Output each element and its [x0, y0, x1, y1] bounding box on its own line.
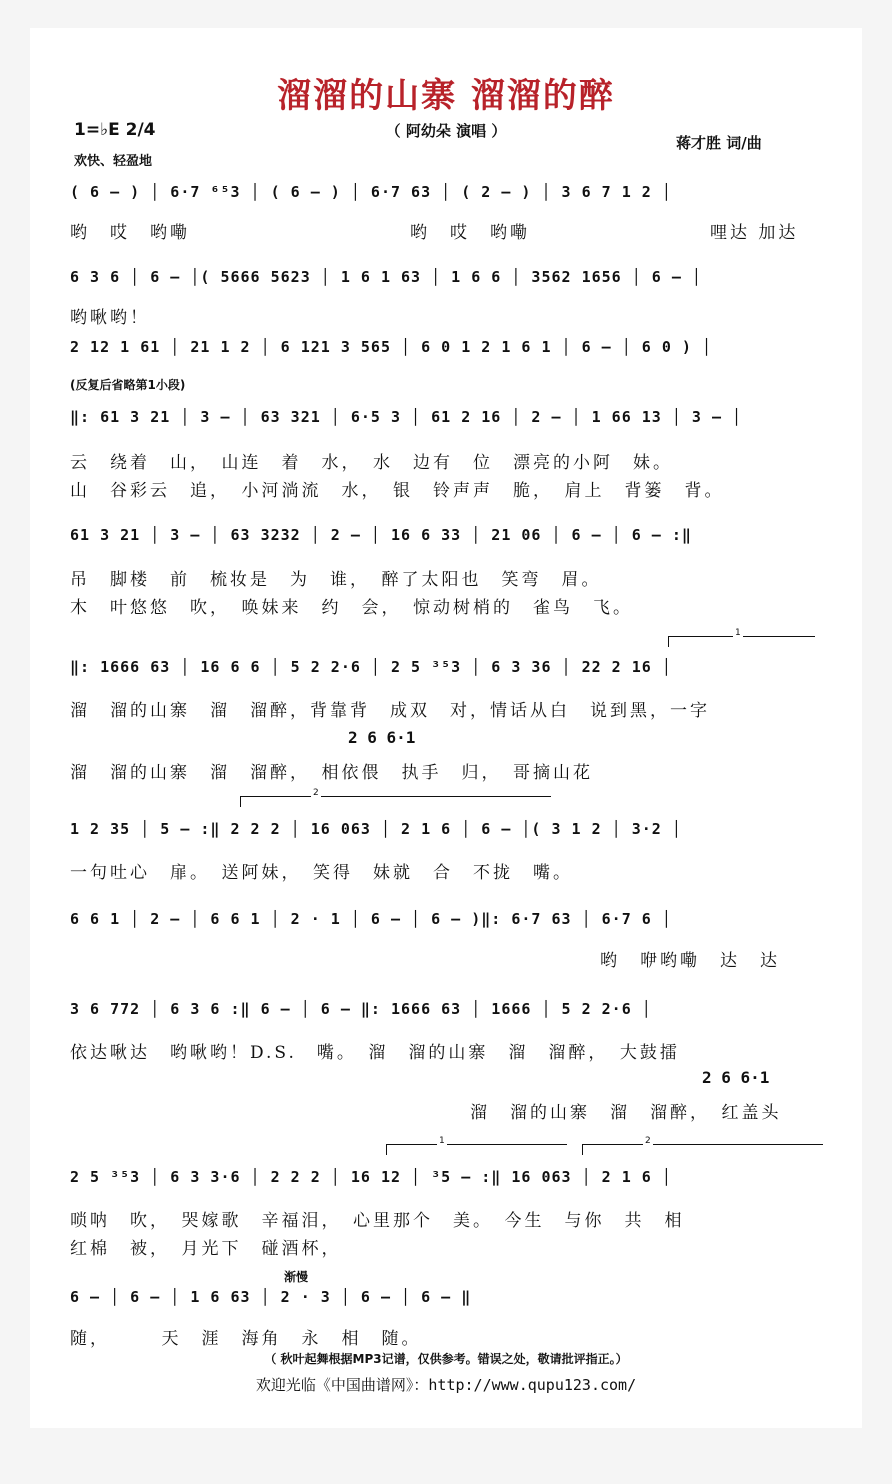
volta-bracket-2: 2: [240, 796, 551, 807]
score-row-1: [70, 183, 830, 213]
lyric-line-14: 红棉 被， 月光下 碰酒杯，: [70, 1239, 342, 1259]
lyric-line-9: 一句吐心 扉。 送阿妹， 笑得 妹就 合 不拢 嘴。: [70, 863, 573, 883]
notation-line: 2 5 ³⁵3 │ 6 3 3·6 │ 2 2 2 │ 16 12 │ ³5 – :‖ 16 063 │ 2 1 6 │: [70, 1168, 672, 1186]
score-sheet: [30, 28, 862, 1428]
score-row-2: [70, 268, 830, 298]
score-row-6: [70, 658, 830, 688]
score-row-8: [70, 910, 830, 940]
lyric-line-7: 溜 溜的山寨 溜 溜醉，背靠背 成双 对，情话从白 说到黑，一字: [70, 701, 710, 721]
volta-bracket-3: 1: [386, 1144, 567, 1155]
score-row-9: [70, 1000, 830, 1030]
key-signature: 1=♭E 2/4: [74, 120, 156, 140]
lyric-line-8: 溜 溜的山寨 溜 溜醉， 相依偎 执手 归， 哥摘山花: [70, 763, 593, 783]
repeat-note: (反复后省略第1小段): [70, 378, 186, 392]
notation-line: ( 6 – ) │ 6·7 ⁶⁵3 │ ( 6 – ) │ 6·7 63 │ ( 2 – ) │ 3 6 7 1 2 │: [70, 183, 672, 201]
notation-line: 3 6 772 │ 6 3 6 :‖ 6 – │ 6 – ‖: 1666 63 │ 1666 │ 5 2 2·6 │: [70, 1000, 652, 1018]
lyric-line-11: 依达啾达 哟啾哟！D.S. 嘴。 溜 溜的山寨 溜 溜醉， 大鼓擂: [70, 1043, 680, 1063]
notation-line: 6 3 6 │ 6 – │( 5666 5623 │ 1 6 1 63 │ 1 6 6 │ 3562 1656 │ 6 – │: [70, 268, 702, 286]
lyric-line-13: 唢呐 吹， 哭嫁歌 辛福泪， 心里那个 美。 今生 与你 共 相: [70, 1211, 685, 1231]
lyric-line-15: 随， 天 涯 海角 永 相 随。: [70, 1329, 422, 1349]
notation-line: 6 – │ 6 – │ 1 6 63 │ 2 · 3 │ 6 – │ 6 – ‖: [70, 1288, 472, 1306]
lyric-line-10: 哟 咿哟嘞 达 达: [600, 951, 780, 971]
notation-line: ‖: 1666 63 │ 16 6 6 │ 5 2 2·6 │ 2 5 ³⁵3 │ 6 3 36 │ 22 2 16 │: [70, 658, 672, 676]
alt-notes-2: 2 6 6·1: [702, 1068, 770, 1087]
score-row-11: [70, 1288, 830, 1318]
score-row-10: [70, 1168, 830, 1198]
score-row-5: [70, 526, 830, 556]
lyric-line-12: 溜 溜的山寨 溜 溜醉， 红盖头: [470, 1103, 782, 1123]
score-row-4: [70, 408, 830, 438]
score-row-7: [70, 820, 830, 850]
song-title: 溜溜的山寨 溜溜的醉: [277, 76, 615, 116]
notation-line: ‖: 61 3 21 │ 3 – │ 63 321 │ 6·5 3 │ 61 2 16 │ 2 – │ 1 66 13 │ 3 – │: [70, 408, 743, 426]
alt-notes-1: 2 6 6·1: [348, 728, 416, 747]
composer-credit: 蒋才胜 词/曲: [676, 134, 762, 152]
website-credit: 欢迎光临《中国曲谱网》：http://www.qupu123.com/: [255, 1376, 637, 1394]
notation-line: 61 3 21 │ 3 – │ 63 3232 │ 2 – │ 16 6 33 │ 21 06 │ 6 – │ 6 – :‖: [70, 526, 692, 544]
singer-credit: （ 阿幼朵 演唱 ）: [385, 122, 507, 140]
lyric-line-2: 哟啾哟！: [70, 308, 150, 328]
lyric-line-5: 吊 脚楼 前 梳妆是 为 谁， 醉了太阳也 笑弯 眉。: [70, 570, 602, 590]
volta-bracket-1: 1: [668, 636, 815, 647]
lyric-line-3: 云 绕着 山， 山连 着 水， 水 边有 位 漂亮的小阿 妹。: [70, 453, 673, 473]
lyric-line-1: 哟 哎 哟嘞 哟 哎 哟嘞 哩达 加达: [70, 223, 799, 243]
notation-line: 1 2 35 │ 5 – :‖ 2 2 2 │ 16 063 │ 2 1 6 │ 6 – │( 3 1 2 │ 3·2 │: [70, 820, 682, 838]
slow-marking: 渐慢: [284, 1270, 309, 1284]
volta-bracket-4: 2: [582, 1144, 823, 1155]
lyric-line-4: 山 谷彩云 追， 小河淌流 水， 银 铃声声 脆， 肩上 背篓 背。: [70, 481, 725, 501]
lyric-line-6: 木 叶悠悠 吹， 唤妹来 约 会， 惊动树梢的 雀鸟 飞。: [70, 598, 633, 618]
transcriber-note: （ 秋叶起舞根据MP3记谱，仅供参考。错误之处，敬请批评指正。）: [264, 1352, 628, 1366]
score-row-3: [70, 338, 830, 368]
notation-line: 2 12 1 61 │ 21 1 2 │ 6 121 3 565 │ 6 0 1 2 1 6 1 │ 6 – │ 6 0 ) │: [70, 338, 712, 356]
notation-line: 6 6 1 │ 2 – │ 6 6 1 │ 2 · 1 │ 6 – │ 6 – )‖: 6·7 63 │ 6·7 6 │: [70, 910, 672, 928]
tempo-marking: 欢快、轻盈地: [74, 154, 153, 169]
